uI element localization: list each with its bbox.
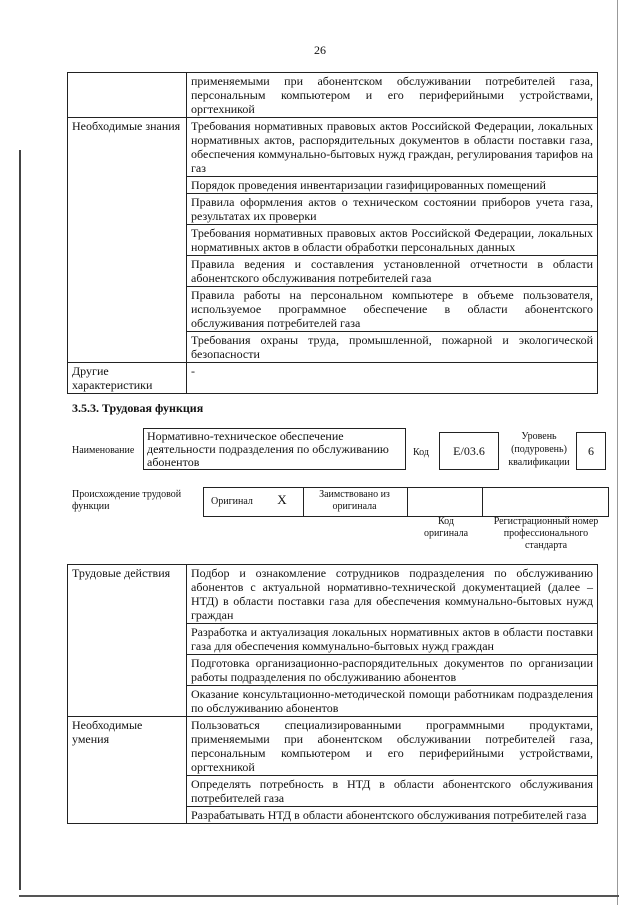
knowledge-item: Требования охраны труда, промышленной, пожарной и экологической безопасности [187, 332, 598, 363]
skill-item: Разрабатывать НТД в области абонентского обслуживания потребителей газа [187, 807, 598, 824]
action-item: Подбор и ознакомление сотрудников подразделения по обслуживанию абонентов с актуальной нормативно-технической документацией (далее – НТД) в области поставки газа для обеспечения коммунально-бытовых нужд граждан [187, 565, 598, 624]
row-label-other: Другие характеристики [68, 363, 187, 394]
knowledge-item: Правила ведения и составления установленной отчетности в области абонентского обслуживания потребителей газа [187, 256, 598, 287]
origin-divider [482, 487, 483, 516]
row-label [68, 73, 187, 118]
origin-divider [303, 487, 304, 516]
action-item: Подготовка организационно-распорядительных документов по организации работы подразделения по обслуживанию абонентов [187, 655, 598, 686]
scan-edge-right [617, 0, 618, 905]
action-item: Разработка и актуализация локальных нормативных актов в области поставки газа для обеспечения коммунально-бытовых нужд граждан [187, 624, 598, 655]
action-item: Оказание консультационно-методической помощи работникам подразделения по обслуживанию абонентов [187, 686, 598, 717]
row-label-actions: Трудовые действия [68, 565, 187, 717]
knowledge-item: Правила работы на персональном компьютере в объеме пользователя, используемое программное обеспечение в области абонентского обслуживания потребителей газа [187, 287, 598, 332]
requirements-table-continued [67, 72, 598, 394]
function-name: Нормативно-техническое обеспечение деятельности подразделения по обслуживанию абонентов [143, 428, 406, 470]
skill-item: Пользоваться специализированными программными продуктами, применяемыми при абонентском обслуживании потребителей газа, персональным компьютером и его периферийными устройствами, оргтехникой [187, 717, 598, 776]
row-label-knowledge: Необходимые знания [68, 118, 187, 363]
level-label: Уровень (подуровень) квалификации [508, 431, 570, 468]
knowledge-item: Требования нормативных правовых актов Российской Федерации, локальных нормативных актов, распорядительных документов в области поставки газа, обеспечения коммунально-бытовых нужд граждан, регулирования тарифов на газ [187, 118, 598, 177]
scan-edge-left [19, 150, 21, 890]
scan-edge-bottom [19, 895, 619, 897]
table-row [68, 73, 598, 118]
qualification-level: 6 [576, 432, 606, 470]
name-label: Наименование [72, 445, 135, 456]
code-caption: Код оригинала [423, 516, 469, 539]
original-label: Оригинал [211, 496, 253, 507]
knowledge-item: Порядок проведения инвентаризации газифицированных помещений [187, 177, 598, 194]
table-row [68, 118, 598, 177]
page-number: 26 [314, 43, 326, 57]
other-item: - [187, 363, 598, 394]
borrowed-label: Заимствовано из оригинала [319, 489, 390, 512]
table-row [68, 363, 598, 394]
table-row [68, 565, 598, 624]
origin-label: Происхождение трудовой функции [72, 489, 182, 512]
origin-divider [407, 487, 408, 516]
table-row [68, 717, 598, 776]
function-code: E/03.6 [439, 432, 499, 470]
function-details-table [67, 564, 598, 824]
code-label: Код [413, 447, 429, 458]
knowledge-item: Требования нормативных правовых актов Российской Федерации, локальных нормативных актов в области обработки персональных данных [187, 225, 598, 256]
reg-caption: Регистрационный номер профессионального стандарта [493, 516, 599, 551]
section-title: 3.5.3. Трудовая функция [72, 401, 204, 415]
row-label-skills: Необходимые умения [68, 717, 187, 824]
knowledge-item: Правила оформления актов о техническом состоянии приборов учета газа, результатах их проверки [187, 194, 598, 225]
row-content: применяемыми при абонентском обслуживании потребителей газа, персональным компьютером и его периферийными устройствами, оргтехникой [187, 73, 598, 118]
origin-box [203, 487, 609, 517]
original-mark: X [277, 492, 287, 507]
skill-item: Определять потребность в НТД в области абонентского обслуживания потребителей газа [187, 776, 598, 807]
